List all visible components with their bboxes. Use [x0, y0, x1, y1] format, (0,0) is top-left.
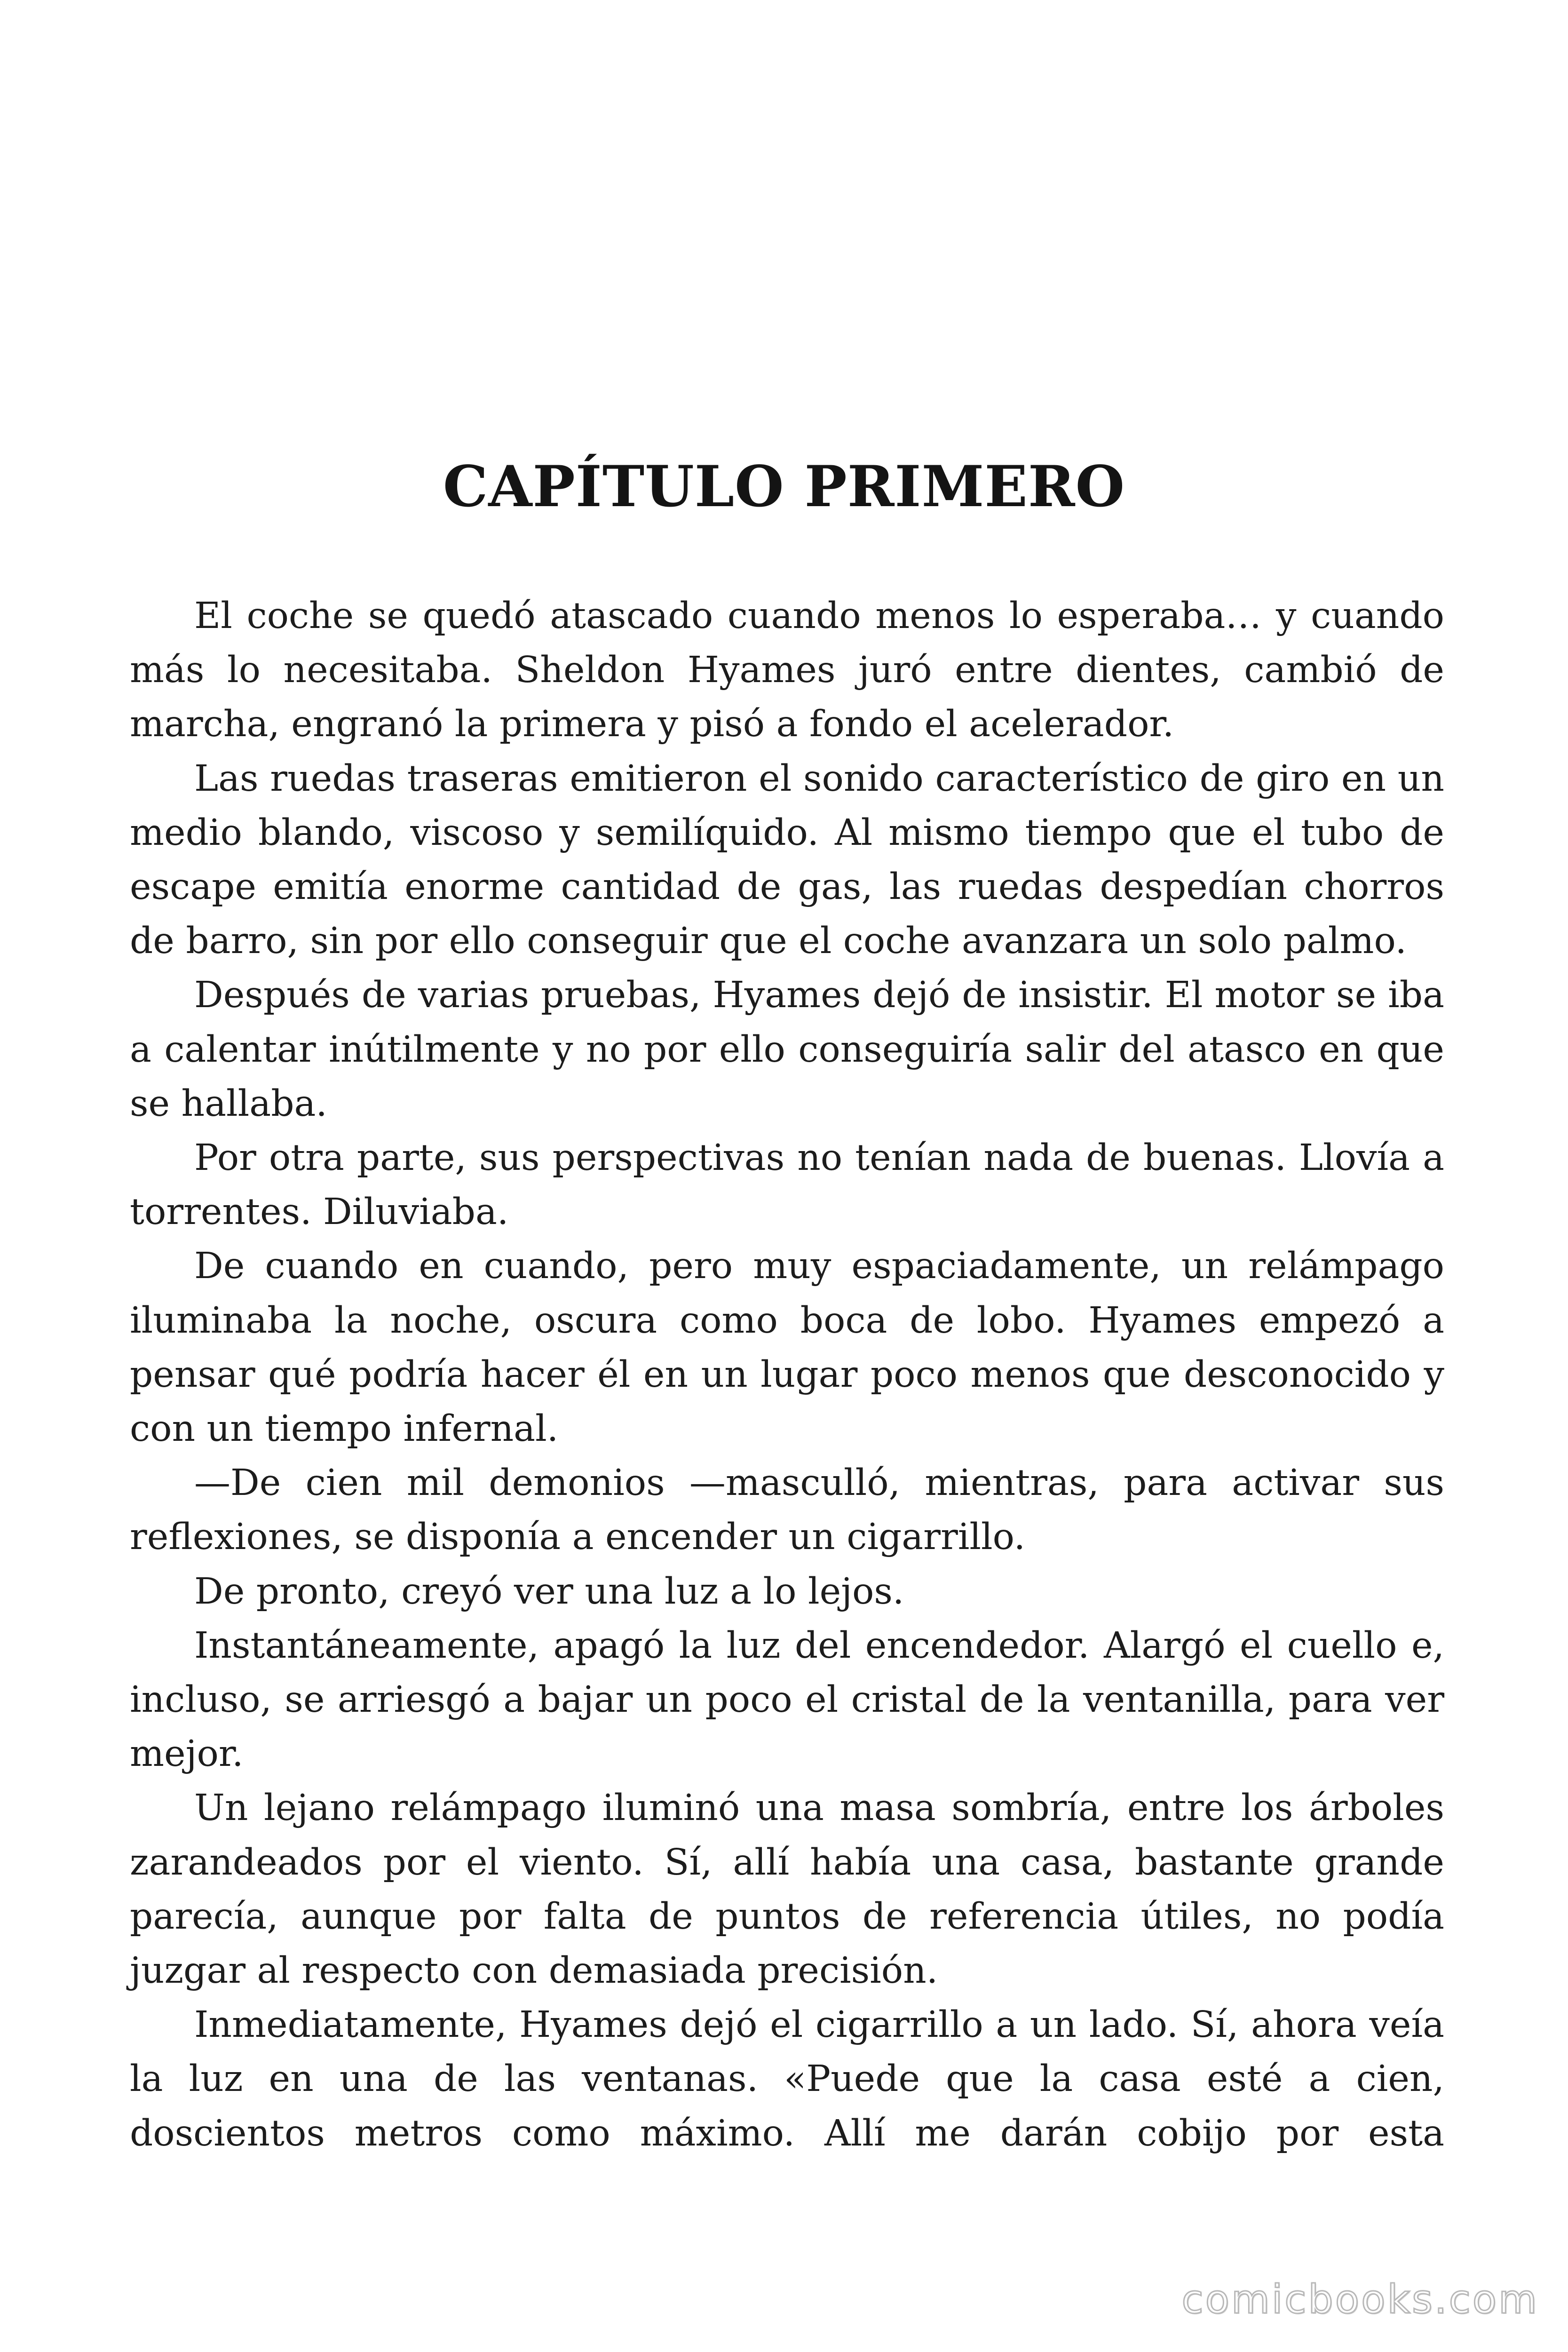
paragraph: Un lejano relámpago iluminó una masa sombría, entre los árboles zarandeados por el viento. Sí, allí había una casa, bastante grande parecía, aunque por falta de puntos de referencia útiles, no podía juzgar al respecto con demasiada precisión.: [130, 1787, 1444, 1992]
watermark: comicbooks.com: [1181, 2276, 1539, 2322]
paragraph: El coche se quedó atascado cuando menos lo esperaba… y cuando más lo necesitaba. Sheldon Hyames juró entre dientes, cambió de marcha, engranó la primera y pisó a fondo el acelerador.: [130, 595, 1444, 746]
paragraph: —De cien mil demonios —masculló, mientras, para activar sus reflexiones, se disponía a encender un cigarrillo.: [130, 1462, 1444, 1558]
chapter-title: CAPÍTULO PRIMERO: [443, 453, 1125, 520]
paragraph: Instantáneamente, apagó la luz del encendedor. Alargó el cuello e, incluso, se arriesgó a bajar un poco el cristal de la ventanilla, para ver mejor.: [130, 1624, 1444, 1775]
paragraph: De pronto, creyó ver una luz a lo lejos.: [194, 1570, 904, 1613]
paragraph: Las ruedas traseras emitieron el sonido característico de giro en un medio blando, viscoso y semilíquido. Al mismo tiempo que el tubo de escape emitía enorme cantidad de gas, las ruedas despedían chorros de barro, sin por ello conseguir que el coche avanzara un solo palmo.: [130, 757, 1444, 962]
chapter-body: [130, 589, 1444, 2161]
paragraph: Después de varias pruebas, Hyames dejó de insistir. El motor se iba a calentar inútilmente y no por ello conseguiría salir del atasco en que se hallaba.: [130, 974, 1444, 1125]
paragraph: Por otra parte, sus perspectivas no tenían nada de buenas. Llovía a torrentes. Diluviaba.: [130, 1137, 1444, 1233]
paragraph: De cuando en cuando, pero muy espaciadamente, un relámpago iluminaba la noche, oscura como boca de lobo. Hyames empezó a pensar qué podría hacer él en un lugar poco menos que desconocido y con un tiempo infernal.: [130, 1245, 1444, 1450]
paragraph: Inmediatamente, Hyames dejó el cigarrillo a un lado. Sí, ahora veía la luz en una de las ventanas. «Puede que la casa esté a cien, doscientos metros como máximo. Allí me darán cobijo por esta: [130, 2004, 1444, 2154]
